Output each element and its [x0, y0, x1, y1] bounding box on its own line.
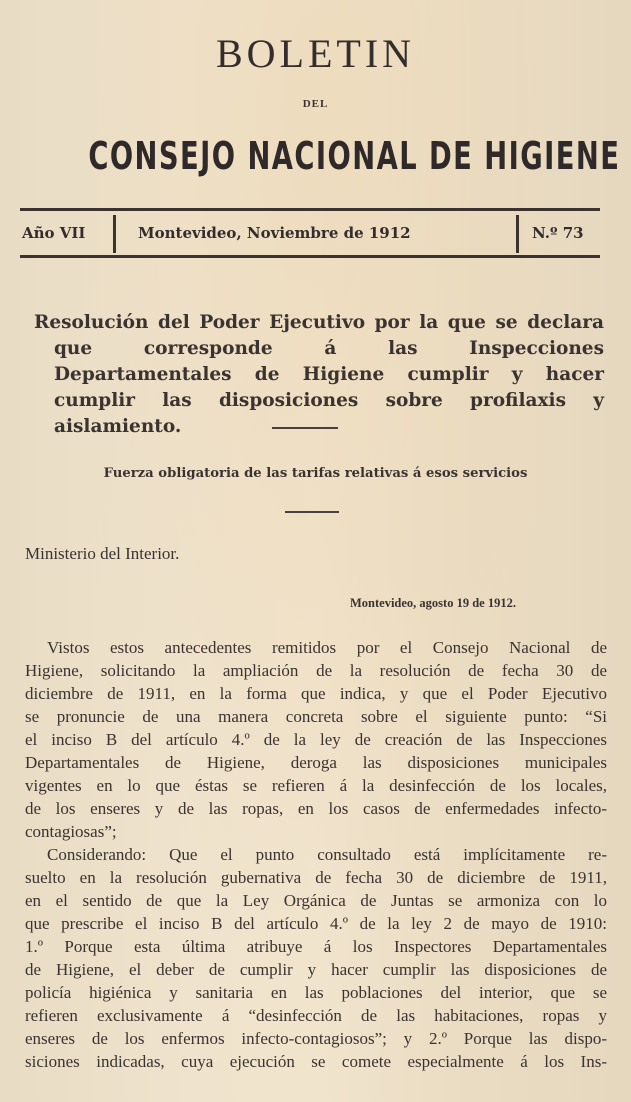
body-text [25, 636, 607, 1073]
text-line: vigentes en lo que éstas se refieren á la desinfección de los locales, [25, 776, 607, 795]
resolution-title: Resolución del Poder Ejecutivo por la que se declara que corresponde á las Inspecciones Departamentales de Higiene cumplir y hacer cumplir las disposiciones sobre profilaxis y aislamiento. [34, 312, 604, 437]
subheading: Fuerza obligatoria de las tarifas relativas á esos servicios [103, 466, 528, 481]
text-line: Higiene, solicitando la ampliación de la resolución de fecha 30 de [25, 661, 607, 680]
text-line: Departamentales de Higiene, deroga las disposiciones municipales [25, 753, 607, 772]
text-line: de Higiene, el deber de cumplir y hacer cumplir las disposiciones de [25, 960, 607, 979]
issue-divider [516, 215, 519, 253]
ministry-label: Ministerio del Interior. [25, 544, 180, 563]
issue-bar [20, 208, 600, 258]
masthead-subtitle: CONSEJO NACIONAL DE HIGIENE [88, 134, 621, 178]
text-line: contagiosas”; [25, 822, 117, 841]
issue-year: Año VII [22, 224, 86, 242]
section-rule [285, 511, 339, 513]
text-line: el inciso B del artículo 4.º de la ley de creación de las Inspecciones [25, 730, 607, 749]
issue-divider [113, 215, 116, 253]
text-line: se pronuncie de una manera concreta sobre el siguiente punto: “Si [25, 707, 607, 726]
text-line: siciones indicadas, cuya ejecución se comete especialmente á los Ins- [25, 1052, 607, 1071]
text-line: policía higiénica y sanitaria en las poblaciones del interior, que se [25, 983, 607, 1002]
text-line: de los enseres y de las ropas, en los casos de enfermedades infecto- [25, 799, 607, 818]
text-line: en el sentido de que la Ley Orgánica de Juntas se armoniza con lo [25, 891, 607, 910]
text-line: suelto en la resolución gubernativa de fecha 30 de diciembre de 1911, [25, 868, 607, 887]
issue-place-date: Montevideo, Noviembre de 1912 [138, 224, 411, 242]
text-line: 1.º Porque esta última atribuye á los Inspectores Departamentales [25, 937, 607, 956]
section-rule [272, 427, 338, 429]
text-line: enseres de los enfermos infecto-contagiosos”; y 2.º Porque las dispo- [25, 1029, 607, 1048]
text-line: Considerando: Que el punto consultado está implícitamente re- [47, 845, 607, 864]
text-line: diciembre de 1911, en la forma que indica, y que el Poder Ejecutivo [25, 684, 607, 703]
text-line: que prescribe el inciso B del artículo 4.º de la ley 2 de mayo de 1910: [25, 914, 607, 933]
issue-number: N.º 73 [532, 224, 584, 242]
masthead-title: BOLETIN [215, 31, 416, 76]
text-line: refieren exclusivamente á “desinfección de las habitaciones, ropas y [25, 1006, 607, 1025]
paragraph [25, 843, 607, 1073]
masthead-connector: DEL [302, 98, 329, 110]
text-line: Vistos estos antecedentes remitidos por el Consejo Nacional de [47, 638, 607, 657]
paragraph [25, 636, 607, 843]
dateline: Montevideo, agosto 19 de 1912. [350, 596, 516, 610]
